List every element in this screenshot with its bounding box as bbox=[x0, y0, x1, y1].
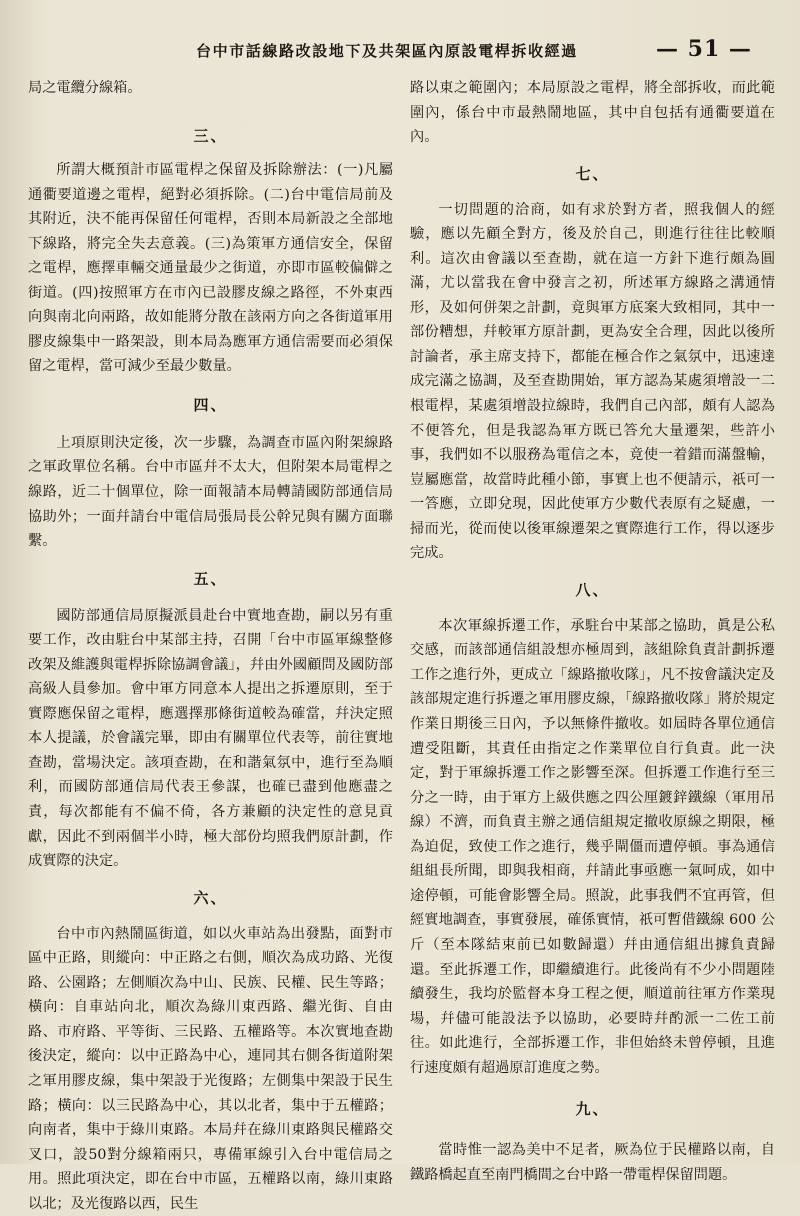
right-column bbox=[410, 76, 775, 1187]
paragraph-section-5: 國防部通信局原擬派員赴台中實地查勘，嗣以另有重要工作，改由駐台中某部主持，召開「台中市區軍線整修改架及維護與電桿拆除協調會議」，幷由外國顧問及國防部高級人員參加。會中軍方同意本人提出之拆遷原則，至于實際應保留之電桿，應選擇那條街道較為確當，幷決定照本人提議，於會議完畢，即由有關單位代表等，前往實地查勘，當場決定。該項查勘，在和諧氣氛中，進行至為順利，而國防部通信局代表王參謀，也確已盡到他應盡之責，每次都能有不偏不倚，各方兼顧的決定性的意見貢獻，因此不到兩個半小時，極大部份均照我們原計劃，作成實際的決定。 bbox=[28, 607, 393, 870]
paragraph-section-9: 當時惟一認為美中不足者，厥為位于民權路以南，自鐵路橋起直至南門橋間之台中路一帶電桿保留問題。 bbox=[410, 1142, 775, 1183]
paragraph-section-7: 一切問題的洽商，如有求於對方者，照我個人的經驗，應以先顧全對方，後及於自己，則進行往往比較順利。這次由會議以至查勘，就在這一方針下進行頗為圓滿，尤以當我在會中發言之初，所述軍方線路之溝通情形，及如何併架之計劃，竟與軍方底案大致相同，其中一部份糟想，幷較軍方原計劃，更為安全合理，因此以後所討論者，承主席支持下，都能在極合作之氣氛中，迅速達成完滿之協調，及至查勘開始，軍方認為某處須增設一二根電桿，某處須增設拉線時，我們自己內部，頗有人認為不便答允，但是我認為軍方既已答允大量遷架，些許小事，我們如不以服務為電信之本，竟使一着錯而滿盤輸，豈屬應當，故當時此種小節，事實上也不便請示，祇可一一答應，立即兌現，因此使軍方少數代表原有之疑慮，一掃而光，從而使以後軍線遷架之實際進行工作，得以逐步完成。 bbox=[410, 201, 775, 562]
paragraph-section-3: 所謂大概預計市區電桿之保留及拆除辦法：(一)凡屬通衢要道邊之電桿，絕對必須拆除。(二)台中電信局前及其附近，決不能再保留任何電桿，否則本局新設之全部地下線路，將完全失去意義。(三)為策軍方通信安全，保留之電桿，應擇車輛交通量最少之街道，亦即市區較偏僻之街道。(四)按照軍方在市內已設膠皮線之路徑，不外東西向與南北向兩路，故如能將分散在該兩方向之各街道軍用膠皮線集中一路架設，則本局為應軍方通信需要而必須保留之電桿，當可減少至最少數量。 bbox=[28, 162, 393, 375]
left-column bbox=[28, 76, 393, 1216]
page-number: — 51 — bbox=[656, 36, 752, 62]
paragraph-section-6: 台中市內熱鬧區街道，如以火車站為出發點，面對市區中正路，則縱向：中正路之右側，順次為成功路、光復路、公園路；左側順次為中山、民族、民權、民生等路；橫向：自車站向北，順次為綠川東西路、繼光街、自由路、市府路、平等街、三民路、五權路等。本次實地查勘後決定，縱向：以中正路為中心，連同其右側各街道附架之軍用膠皮線，集中架設于光復路；左側集中架設于民生路；橫向：以三民路為中心，其以北者，集中于五權路；向南者，集中于綠川東路。本局幷在綠川東路與民權路交叉口，設50對分線箱兩只，專備軍線引入台中電信局之用。照此項決定，即在台中市區，五權路以南，綠川東路以北；及光復路以西，民生 bbox=[28, 925, 393, 1212]
section-heading-6: 六、 bbox=[193, 888, 228, 907]
paragraph-continued: 路以東之範圍內；本局原設之電桿，將全部拆收，而此範圍內，係台中市最熱鬧地區，其中自包括有通衢要道在內。 bbox=[410, 80, 775, 146]
section-heading-3: 三、 bbox=[193, 127, 228, 145]
paragraph-section-4: 上項原則決定後，次一步驟，為調查市區內附架線路之軍政單位名稱。台中市區幷不太大，但附架本局電桿之線路，近二十個單位，除一面報請本局轉請國防部通信局協助外；一面幷請台中電信局張局長公幹兄與有關方面聯繫。 bbox=[28, 434, 393, 550]
paragraph-continued: 局之電纜分線箱。 bbox=[28, 80, 142, 96]
section-heading-9: 九、 bbox=[575, 1100, 610, 1119]
paragraph-section-8: 本次軍線拆遷工作，承駐台中某部之協助，眞是公私交感，而該部通信組設想亦極周到，該組除負責計劃拆遷工作之進行外，更成立「線路撤收隊」，凡不按會議決定及該部規定進行拆遷之軍用膠皮線，「線路撤收隊」將於規定作業日期後三日內，予以無條件撤收。如屆時各單位通信遭受阻斷，其責任由指定之作業單位自行負責。此一決定，對于軍線拆遷工作之影響至深。但拆遷工作進行至三分之一時，由于軍方上級供應之四公厘鍍鋅鐵線（軍用吊線）不濟，而負責主辦之通信組規定撤收原線之期限，極為迫促，致使工作之進行，幾乎閘僵而遭停頓。事為通信組組長所聞，即與我相商，幷請此事亟應一氣呵成，如中途停頓，可能會影響全局。照說，此事我們不宜再管，但經實地調查，事實發展，確係實情，祇可暫借鐵線 600 公斤（至本隊結束前已如數歸還）幷由通信組出據負責歸還。至此拆遷工作，即繼續進行。此後尚有不少小問題陸續發生，我均於監督本身工程之便，順道前往軍方作業現場，幷儘可能設法予以協助，必要時幷酌派一二佐工前往。如此進行，全部拆遷工作，非但始終未曾停頓，且進行速度頗有超過原訂進度之勢。 bbox=[410, 617, 775, 1076]
section-heading-4: 四、 bbox=[193, 395, 228, 414]
section-heading-5: 五、 bbox=[193, 569, 228, 588]
section-heading-8: 八、 bbox=[575, 580, 610, 599]
running-header-title: 台中市話線路改設地下及共架區內原設電桿拆收經過 bbox=[196, 42, 578, 60]
section-heading-7: 七、 bbox=[575, 164, 610, 183]
